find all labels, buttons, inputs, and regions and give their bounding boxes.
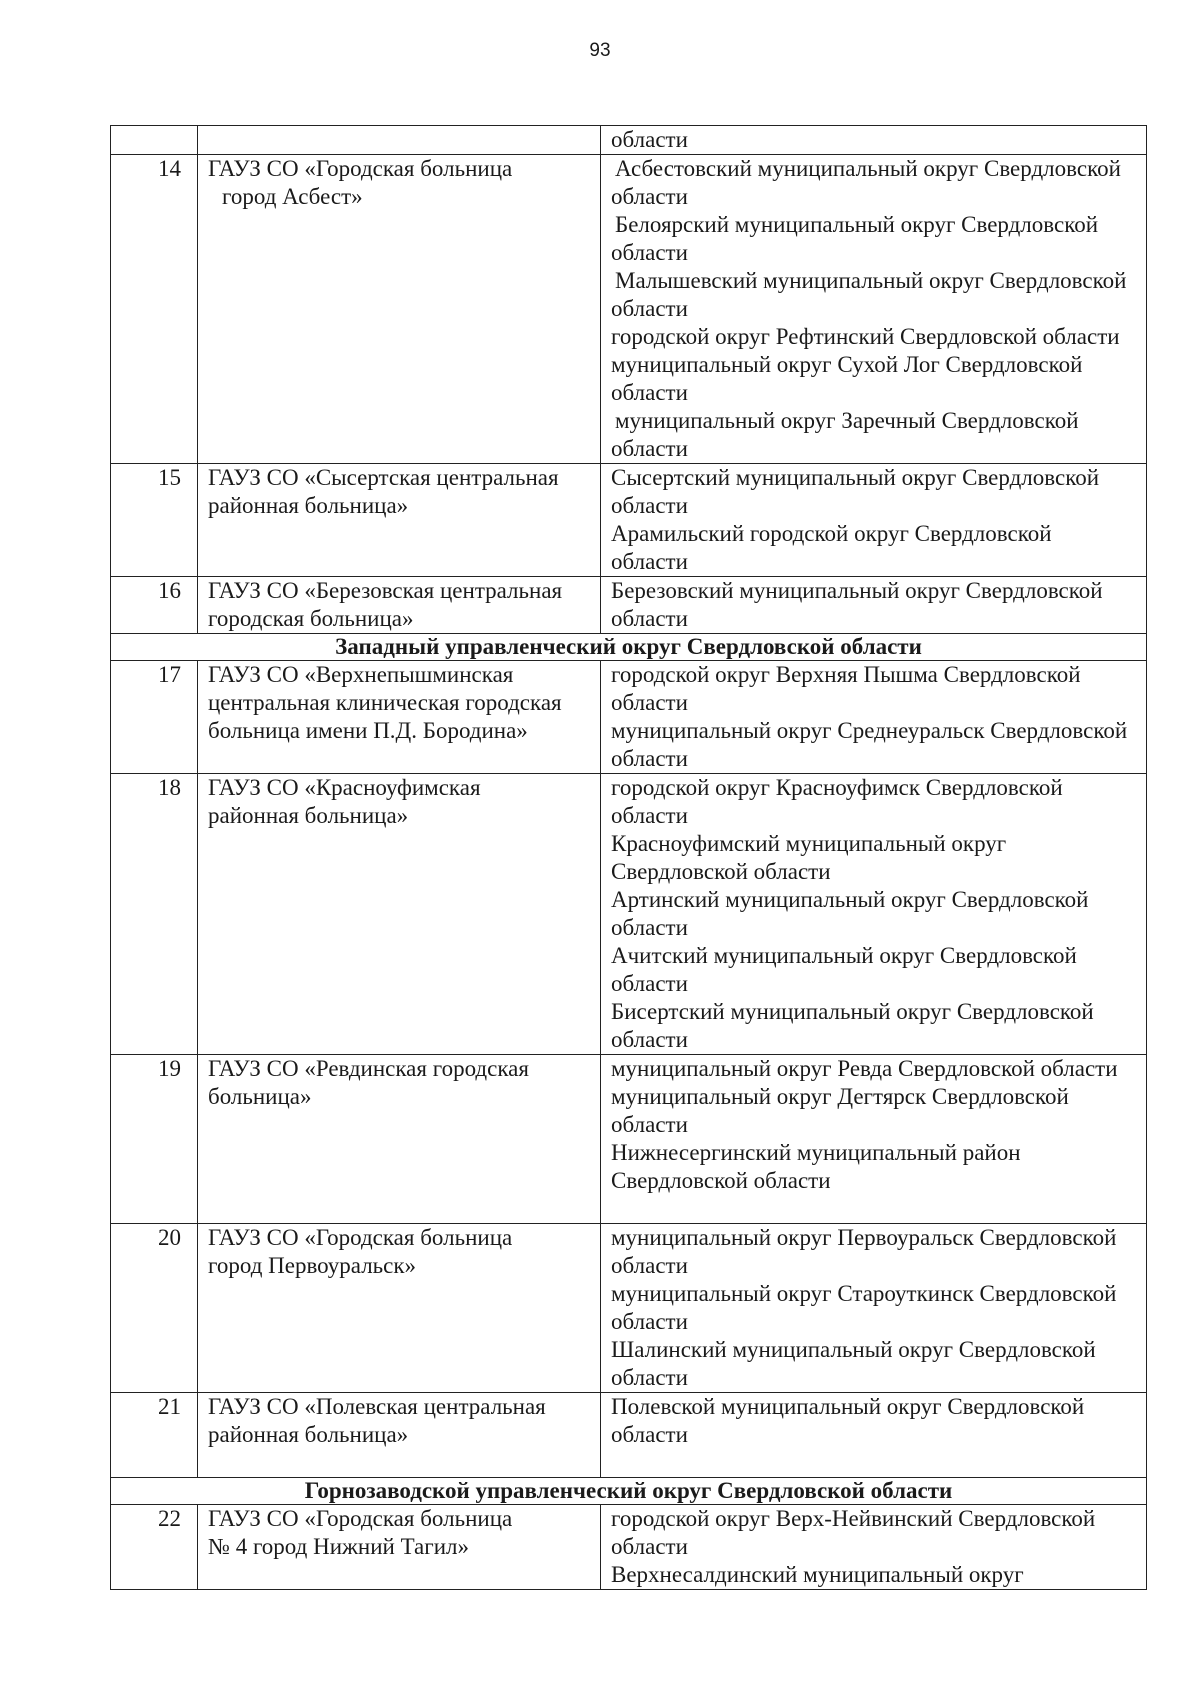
district-line: области: [611, 436, 688, 461]
districts-cell: [601, 577, 1147, 634]
district-line: Шалинский муниципальный округ Свердловской: [611, 1337, 1096, 1362]
district-line: Артинский муниципальный округ Свердловской: [611, 887, 1089, 912]
organization-line: город Асбест»: [222, 184, 363, 209]
row-number: 16: [111, 577, 198, 634]
page-number: 93: [589, 40, 611, 61]
district-line: Арамильский городской округ Свердловской: [611, 521, 1052, 546]
district-line: Белоярский муниципальный округ Свердловской: [615, 212, 1099, 237]
table-row: [111, 126, 1147, 155]
organization-line: больница имени П.Д. Бородина»: [208, 718, 528, 743]
district-line: области: [611, 915, 688, 940]
table-row: [111, 1393, 1147, 1478]
district-line: муниципальный округ Сухой Лог Свердловской: [611, 352, 1083, 377]
table-row: [111, 661, 1147, 774]
district-line: области: [611, 1309, 688, 1334]
organization-cell: [198, 1224, 601, 1393]
table-body: [111, 126, 1147, 1590]
district-line: Красноуфимский муниципальный округ: [611, 831, 1007, 856]
organization-cell: [198, 1505, 601, 1590]
table-row: [111, 1505, 1147, 1590]
district-line: [611, 1449, 1146, 1477]
organization-line: ГАУЗ СО «Городская больница: [208, 1225, 513, 1250]
organization-line: ГАУЗ СО «Ревдинская городская: [208, 1056, 529, 1081]
district-line: области: [611, 1112, 688, 1137]
organization-line: центральная клиническая городская: [208, 690, 562, 715]
organization-line: ГАУЗ СО «Сысертская центральная: [208, 465, 559, 490]
organization-line: ГАУЗ СО «Городская больница: [208, 1506, 513, 1531]
section-title: Западный управленческий округ Свердловской области: [111, 634, 1147, 661]
district-line: Березовский муниципальный округ Свердловской: [611, 578, 1103, 603]
organization-line: № 4 город Нижний Тагил»: [208, 1534, 469, 1559]
district-line: области: [611, 380, 688, 405]
organization-line: больница»: [208, 1084, 312, 1109]
row-number: 18: [111, 774, 198, 1055]
table-row: [111, 464, 1147, 577]
row-number: 20: [111, 1224, 198, 1393]
districts-cell: [601, 126, 1147, 155]
district-line: городской округ Рефтинский Свердловской области: [611, 324, 1120, 349]
district-line: области: [611, 803, 688, 828]
district-line: муниципальный округ Среднеуральск Свердловской: [611, 718, 1128, 743]
district-line: области: [611, 971, 688, 996]
table-row: [111, 1224, 1147, 1393]
organization-line: ГАУЗ СО «Верхнепышминская: [208, 662, 514, 687]
row-number: 17: [111, 661, 198, 774]
row-number: 22: [111, 1505, 198, 1590]
district-line: Верхнесалдинский муниципальный округ: [611, 1562, 1024, 1587]
district-line: муниципальный округ Заречный Свердловской: [615, 408, 1079, 433]
district-line: области: [611, 296, 688, 321]
table-row: [111, 155, 1147, 464]
organization-line: районная больница»: [208, 803, 409, 828]
district-line: области: [611, 1422, 688, 1447]
organization-cell: [198, 774, 601, 1055]
district-line: области: [611, 690, 688, 715]
district-line: Малышевский муниципальный округ Свердловской: [615, 268, 1127, 293]
organization-line: городская больница»: [208, 606, 414, 631]
organization-line: ГАУЗ СО «Березовская центральная: [208, 578, 563, 603]
district-line: муниципальный округ Первоуральск Свердловской: [611, 1225, 1117, 1250]
organization-cell: [198, 577, 601, 634]
district-line: муниципальный округ Староуткинск Свердловской: [611, 1281, 1117, 1306]
districts-cell: [601, 1224, 1147, 1393]
district-line: Нижнесергинский муниципальный район: [611, 1140, 1021, 1165]
organization-line: ГАУЗ СО «Красноуфимская: [208, 775, 481, 800]
district-line: [611, 1195, 1146, 1223]
district-line: области: [611, 1534, 688, 1559]
table-row: [111, 1055, 1147, 1224]
district-line: области: [611, 493, 688, 518]
organization-cell: [198, 155, 601, 464]
organization-line: ГАУЗ СО «Городская больница: [208, 156, 513, 181]
district-line: области: [611, 1365, 688, 1390]
district-line: Свердловской области: [611, 1168, 831, 1193]
districts-cell: [601, 774, 1147, 1055]
table-row: [111, 774, 1147, 1055]
districts-cell: [601, 155, 1147, 464]
districts-cell: [601, 464, 1147, 577]
districts-cell: [601, 1393, 1147, 1478]
district-line: области: [611, 184, 688, 209]
section-row: [111, 1478, 1147, 1505]
district-line: Ачитский муниципальный округ Свердловской: [611, 943, 1077, 968]
districts-cell: [601, 1055, 1147, 1224]
district-line: городской округ Верхняя Пышма Свердловской: [611, 662, 1081, 687]
district-line: Сысертский муниципальный округ Свердловской: [611, 465, 1100, 490]
organization-line: районная больница»: [208, 493, 409, 518]
section-title: Горнозаводской управленческий округ Свердловской области: [111, 1478, 1147, 1505]
district-line: Бисертский муниципальный округ Свердловской: [611, 999, 1094, 1024]
district-line: Асбестовский муниципальный округ Свердловской: [615, 156, 1121, 181]
district-line: области: [611, 1253, 688, 1278]
organization-cell: [198, 1055, 601, 1224]
organization-cell: [198, 126, 601, 155]
district-line: области: [611, 606, 688, 631]
organization-line: районная больница»: [208, 1422, 409, 1447]
hospital-districts-table: [110, 125, 1147, 1590]
district-line: муниципальный округ Дегтярск Свердловской: [611, 1084, 1069, 1109]
organization-line: город Первоуральск»: [208, 1253, 417, 1278]
district-line: области: [611, 1027, 688, 1052]
table-row: [111, 577, 1147, 634]
row-number: 15: [111, 464, 198, 577]
row-number: 19: [111, 1055, 198, 1224]
organization-cell: [198, 464, 601, 577]
row-number: 21: [111, 1393, 198, 1478]
organization-cell: [198, 1393, 601, 1478]
section-row: [111, 634, 1147, 661]
district-line: городской округ Верх-Нейвинский Свердловской: [611, 1506, 1096, 1531]
organization-cell: [198, 661, 601, 774]
districts-cell: [601, 1505, 1147, 1590]
districts-cell: [601, 661, 1147, 774]
district-line: области: [611, 240, 688, 265]
row-number: 14: [111, 155, 198, 464]
district-line: области: [611, 746, 688, 771]
district-line: области: [611, 549, 688, 574]
district-line: муниципальный округ Ревда Свердловской области: [611, 1056, 1118, 1081]
organization-line: ГАУЗ СО «Полевская центральная: [208, 1394, 546, 1419]
district-line: области: [611, 127, 688, 152]
district-line: городской округ Красноуфимск Свердловской: [611, 775, 1063, 800]
row-number: [111, 126, 198, 155]
district-line: Свердловской области: [611, 859, 831, 884]
district-line: Полевской муниципальный округ Свердловской: [611, 1394, 1085, 1419]
